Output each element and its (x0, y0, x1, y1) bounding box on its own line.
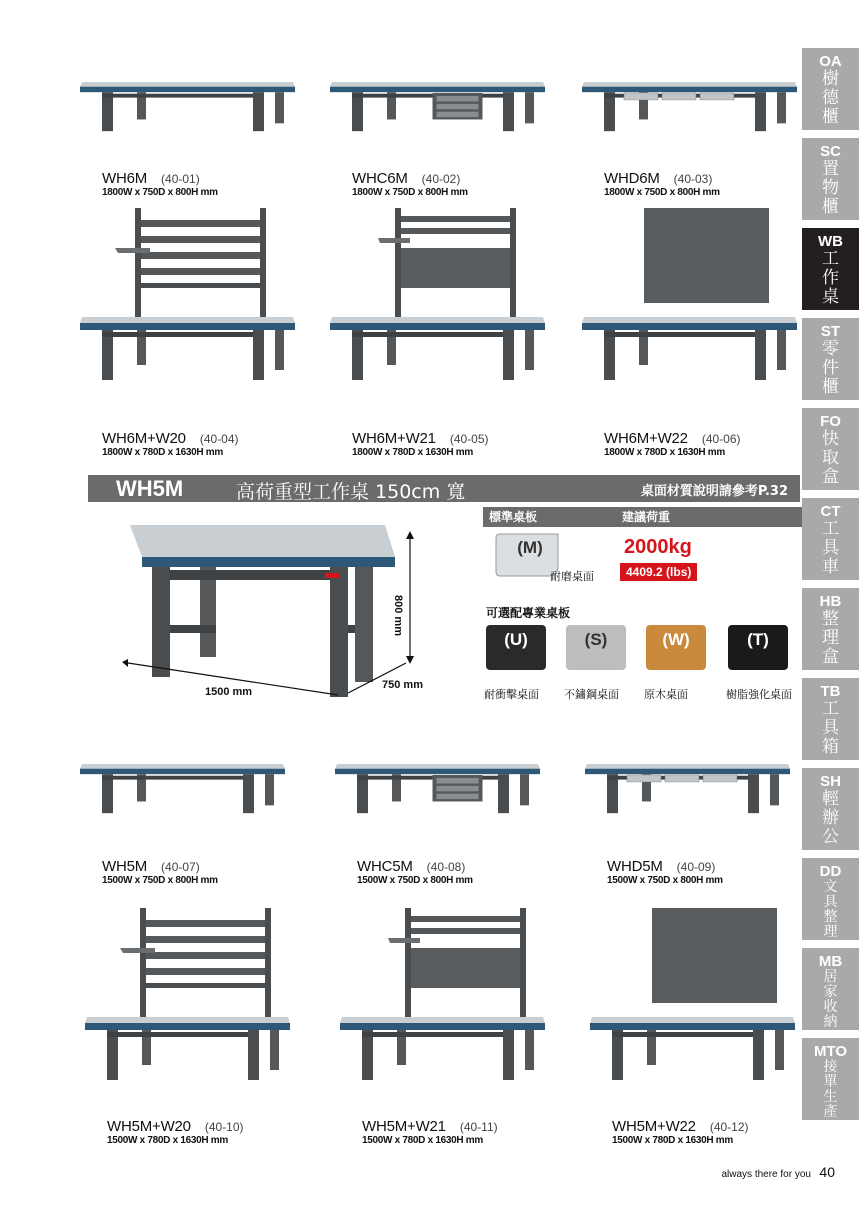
product-code: (40-07) (161, 860, 200, 874)
optional-top-name: 原木桌面 (644, 688, 688, 701)
product-code: (40-05) (449, 432, 489, 446)
product-dimensions: 1800W x 750D x 800H mm (102, 187, 218, 198)
product-name: WH5M (102, 858, 148, 875)
depth-dimension: 750 mm (382, 679, 423, 691)
table-apron (170, 570, 330, 580)
sidebar-tab-code: WB (818, 233, 843, 250)
table-crossbar (170, 625, 216, 633)
sidebar-tab-code: ST (820, 323, 841, 340)
product-dimensions: 1800W x 780D x 1630H mm (102, 447, 223, 458)
optional-top-name: 樹脂強化桌面 (726, 688, 792, 701)
height-dimension: 800 mm (392, 595, 404, 636)
sidebar-tab-tb[interactable] (802, 678, 859, 760)
sidebar-tab-mb[interactable] (802, 948, 859, 1030)
section-banner (88, 475, 800, 502)
banner-reference: 桌面材質說明請參考P.32 (640, 484, 788, 499)
optional-top-badge: (T) (728, 625, 788, 670)
width-dimension: 1500 mm (205, 686, 253, 698)
product-dimensions: 1500W x 750D x 800H mm (607, 875, 723, 886)
product-dimensions: 1500W x 750D x 800H mm (357, 875, 473, 886)
product-code: (40-10) (204, 1120, 244, 1134)
product-name: WHC6M (352, 170, 408, 187)
product-dimensions: 1800W x 780D x 1630H mm (604, 447, 725, 458)
sidebar-tab-sh[interactable] (802, 768, 859, 850)
product-code: (40-03) (673, 172, 713, 186)
optional-top-name: 耐衝擊桌面 (484, 688, 539, 701)
sidebar-tab-code: MB (818, 953, 843, 970)
product-dimensions: 1500W x 750D x 800H mm (102, 875, 218, 886)
page-footer (721, 1164, 835, 1182)
optional-top-name: 不鏽鋼桌面 (564, 688, 619, 701)
product-name: WH5M+W21 (362, 1118, 446, 1135)
sidebar-tab-label: 工 作 桌 (822, 249, 839, 307)
banner-model: WH5M (116, 476, 184, 501)
sidebar-tab-label: 輕 辦 公 (822, 789, 839, 847)
sidebar-tab-code: OA (819, 53, 842, 70)
product-dimensions: 1500W x 780D x 1630H mm (362, 1135, 483, 1146)
sidebar-tab-label: 工 具 車 (822, 519, 839, 577)
product-dimensions: 1800W x 750D x 800H mm (352, 187, 468, 198)
sidebar-tab-sc[interactable] (802, 138, 859, 220)
table-crossbar (348, 625, 355, 633)
table-top-surface (130, 525, 395, 557)
sidebar-tab-label: 零 件 櫃 (822, 339, 839, 397)
sidebar-tab-label: 居 家 收 納 (823, 969, 838, 1030)
sidebar-tab-wb[interactable] (802, 228, 859, 310)
sidebar-tab-st[interactable] (802, 318, 859, 400)
product-name: WH6M+W20 (102, 430, 186, 447)
sidebar-tab-ct[interactable] (802, 498, 859, 580)
product-code: (40-06) (701, 432, 741, 446)
sidebar-tab-mto[interactable] (802, 1038, 859, 1120)
product-code: (40-11) (459, 1120, 498, 1134)
load-header: 建議荷重 (614, 507, 808, 527)
sidebar-tab-dd[interactable] (802, 858, 859, 940)
sidebar-tab-code: MTO (813, 1043, 848, 1060)
product-code: (40-08) (426, 860, 466, 874)
sidebar-tab-code: SH (820, 773, 841, 790)
sidebar-tab-label: 快 取 盒 (822, 429, 839, 487)
feature-workbench-illustration (100, 515, 480, 715)
product-code: (40-01) (161, 172, 200, 186)
sidebar-tab-label: 置 物 櫃 (822, 159, 839, 217)
product-dimensions: 1500W x 780D x 1630H mm (612, 1135, 733, 1146)
brand-label (325, 573, 339, 578)
product-code: (40-09) (676, 860, 716, 874)
product-name: WHC5M (357, 858, 413, 875)
page-number: 40 (819, 1164, 835, 1180)
product-name: WH6M+W21 (352, 430, 436, 447)
optional-tops-header: 可選配專業桌板 (486, 606, 571, 620)
sidebar-tab-label: 整 理 盒 (822, 609, 839, 667)
product-name: WH6M (102, 170, 148, 187)
product-name: WHD6M (604, 170, 660, 187)
product-code: (40-04) (199, 432, 239, 446)
table-top-edge (142, 557, 395, 567)
standard-top-header: 標準桌板 (483, 507, 615, 527)
product-dimensions: 1800W x 750D x 800H mm (604, 187, 720, 198)
banner-title: 高荷重型工作桌 150cm 寬 (236, 481, 466, 503)
table-leg (355, 567, 373, 682)
sidebar-tab-code: SC (820, 143, 841, 160)
sidebar-tab-oa[interactable] (802, 48, 859, 130)
sidebar-tab-code: FO (820, 413, 841, 430)
sidebar-tab-label: 樹 德 櫃 (822, 69, 839, 127)
standard-top-badge: (M) (517, 538, 543, 557)
load-kg: 2000kg (624, 536, 692, 558)
sidebar-tab-label: 文 具 整 理 (823, 879, 838, 940)
product-name: WH5M+W22 (612, 1118, 696, 1135)
product-name: WH5M+W20 (107, 1118, 191, 1135)
standard-top-name: 耐磨桌面 (550, 570, 594, 583)
product-name: WHD5M (607, 858, 663, 875)
product-name: WH6M+W22 (604, 430, 688, 447)
sidebar-tab-code: HB (819, 593, 842, 610)
optional-top-badge: (U) (486, 625, 546, 670)
sidebar-tab-fo[interactable] (802, 408, 859, 490)
product-code: (40-12) (709, 1120, 749, 1134)
sidebar-tab-label: 接 單 生 產 (823, 1059, 838, 1120)
sidebar-tab-hb[interactable] (802, 588, 859, 670)
product-code: (40-02) (421, 172, 461, 186)
table-leg (330, 567, 348, 697)
product-dimensions: 1800W x 780D x 1630H mm (352, 447, 473, 458)
footer-slogan: always there for you (721, 1169, 811, 1180)
optional-top-badge: (S) (566, 625, 626, 670)
optional-top-badge: (W) (646, 625, 706, 670)
feature-workbench (100, 515, 480, 715)
product-dimensions: 1500W x 780D x 1630H mm (107, 1135, 228, 1146)
sidebar-tab-code: DD (819, 863, 842, 880)
sidebar-tab-label: 工 具 箱 (822, 699, 839, 757)
table-leg (200, 567, 216, 657)
table-leg (152, 567, 170, 677)
sidebar-tab-code: TB (820, 683, 841, 700)
sidebar-tab-code: CT (820, 503, 841, 520)
load-lbs: 4409.2 (lbs) (620, 563, 697, 581)
